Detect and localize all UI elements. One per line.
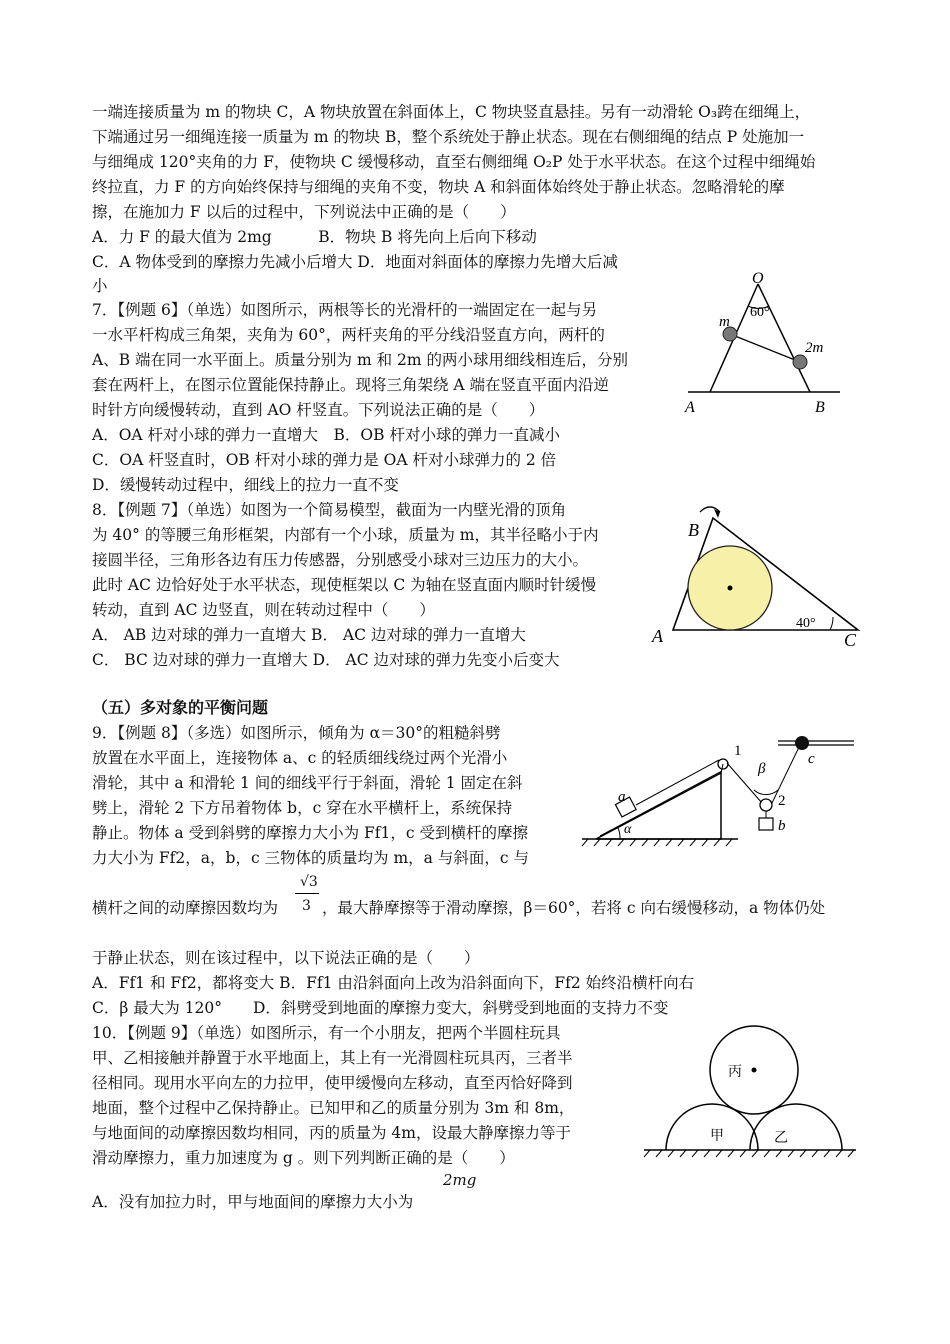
q8-label-C: C <box>844 630 857 650</box>
q10-fraction-numerator: 2mg <box>443 1171 477 1189</box>
section-5-title: （五）多对象的平衡问题 <box>92 698 269 717</box>
q9-label-beta: β <box>758 761 766 777</box>
q10-label-yi: 乙 <box>774 1131 788 1146</box>
q8-label-angle: 40° <box>796 616 816 631</box>
q7-label-O: O <box>752 270 764 287</box>
q10-line-2: 甲、乙相接触并静置于水平地面上，其上有一光滑圆柱玩具丙，三者半 <box>92 1049 573 1067</box>
q9-line-4: 劈上，滑轮 2 下方吊着物体 b，c 穿在水平横杆上，系统保持 <box>92 799 513 817</box>
q9-line-2: 放置在水平面上，连接物体 a、c 的轻质细线绕过两个光滑小 <box>92 749 508 767</box>
q8-line-3: 接圆半径，三角形各边有压力传感器，分别感受小球对三边压力的大小。 <box>92 551 589 569</box>
intro-line-3: 与细绳成 120°夹角的力 F，使物块 C 缓慢移动，直至右侧细绳 O₂P 处于水平状态。在这个过程中细绳始 <box>92 153 816 171</box>
q9-wedge-pulley-figure <box>578 733 860 853</box>
intro-line-2: 下端通过另一细绳连接一质量为 m 的物块 B，整个系统处于静止状态。现在右侧细绳的结点 P 处施加一 <box>92 128 805 146</box>
intro-line-5: 擦，在施加力 F 以后的过程中，下列说法中正确的是（ ） <box>92 203 516 221</box>
q10-line-6: 滑动摩擦力，重力加速度为 g 。则下列判断正确的是（ ） <box>92 1149 515 1167</box>
q9-label-pulley-2: 2 <box>778 793 786 809</box>
q8-options-ab: A． AB 边对球的弹力一直增大 B． AC 边对球的弹力一直增大 <box>92 626 526 644</box>
q8-line-1: 8．【例题 7】（单选）如图为一个简易模型，截面为一内壁光滑的顶角 <box>92 501 567 519</box>
q9-line-6: 力大小为 Ff2，a，b，c 三物体的质量均为 m，a 与斜面，c 与 <box>92 849 529 867</box>
q7-label-2m: 2m <box>805 340 824 356</box>
q7-options-ab: A．OA 杆对小球的弹力一直增大 B．OB 杆对小球的弹力一直减小 <box>92 426 560 444</box>
intro-line-1: 一端连接质量为 m 的物块 C，A 物块放置在斜面体上，C 物块竖直悬挂。另有一动滑轮 O₃跨在细绳上， <box>92 103 811 121</box>
q9-label-alpha: α <box>624 822 632 837</box>
q10-option-a: A．没有加拉力时，甲与地面间的摩擦力大小为 <box>92 1193 414 1211</box>
q7-triangle-figure <box>670 268 850 420</box>
intro-line-4: 终拉直，力 F 的方向始终保持与细绳的夹角不变，物块 A 和斜面体始终处于静止状态。忽略滑轮的摩 <box>92 178 785 196</box>
q8-line-5: 转动，直到 AC 边竖直，则在转动过程中（ ） <box>92 601 435 619</box>
q9-options-ab: A．Ff1 和 Ff2，都将变大 B．Ff1 由沿斜面向上改为沿斜面向下，Ff2 始终沿横杆向右 <box>92 974 695 992</box>
q8-label-A: A <box>652 626 663 646</box>
q9-fraction-denominator: 3 <box>302 898 311 914</box>
q8-triangle-frame-figure <box>648 500 866 652</box>
q9-label-a: a <box>618 789 626 805</box>
q7-line-3: A、B 端在同一水平面上。质量分别为 m 和 2m 的两小球用细线相连后，分别 <box>92 351 628 369</box>
q10-line-1: 10．【例题 9】（单选）如图所示，有一个小朋友，把两个半圆柱玩具 <box>92 1024 561 1042</box>
q8-label-B: B <box>688 520 699 540</box>
q7-line-2: 一水平杆构成三角架，夹角为 60°，两杆夹角的平分线沿竖直方向，两杆的 <box>92 326 605 344</box>
q7-line-5: 时针方向缓慢转动，直到 AO 杆竖直。下列说法正确的是（ ） <box>92 401 545 419</box>
q10-cylinders-figure <box>640 1022 860 1164</box>
q7-label-A: A <box>685 399 695 416</box>
intro-options-ab: A．力 F 的最大值为 2mg B．物块 B 将先向上后向下移动 <box>92 228 537 246</box>
q7-option-c: C．OA 杆竖直时，OB 杆对小球的弹力是 OA 杆对小球弹力的 2 倍 <box>92 451 557 469</box>
q9-line-3: 滑轮，其中 a 和滑轮 1 间的细线平行于斜面，滑轮 1 固定在斜 <box>92 774 523 792</box>
q8-line-4: 此时 AC 边恰好处于水平状态，现使框架以 C 为轴在竖直面内顺时针缓慢 <box>92 576 597 594</box>
q10-label-bing: 丙 <box>728 1065 742 1080</box>
q8-line-2: 为 40° 的等腰三角形框架，内部有一个小球，质量为 m，其半径略小于内 <box>92 526 599 544</box>
q7-label-angle: 60° <box>750 305 770 320</box>
q10-line-5: 与地面间的动摩擦因数均相同，丙的质量为 4m，设最大静摩擦力等于 <box>92 1124 571 1142</box>
q7-label-m: m <box>719 314 730 330</box>
q9-line-5: 静止。物体 a 受到斜劈的摩擦力大小为 Ff1，c 受到横杆的摩擦 <box>92 824 528 842</box>
q7-label-B: B <box>815 399 825 416</box>
q9-options-cd: C．β 最大为 120° D．斜劈受到地面的摩擦力变大，斜劈受到地面的支持力不变 <box>92 999 669 1017</box>
q10-line-4: 地面，整个过程中乙保持静止。已知甲和乙的质量分别为 3m 和 8m， <box>92 1099 575 1117</box>
q7-line-4: 套在两杆上，在图示位置能保持静止。现将三角架绕 A 端在竖直平面内沿逆 <box>92 376 610 394</box>
q9-line-1: 9．【例题 8】（多选）如图所示，倾角为 α＝30°的粗糙斜劈 <box>92 724 501 742</box>
q10-line-3: 径相同。现用水平向左的力拉甲，使甲缓慢向左移动，直至丙恰好降到 <box>92 1074 573 1092</box>
intro-options-cd: C．A 物体受到的摩擦力先减小后增大 D．地面对斜面体的摩擦力先增大后减 <box>92 253 618 271</box>
q9-fraction-bar <box>295 893 319 894</box>
q8-options-cd: C． BC 边对球的弹力一直增大 D． AC 边对球的弹力先变小后变大 <box>92 651 560 669</box>
q7-option-d: D．缓慢转动过程中，细线上的拉力一直不变 <box>92 476 399 494</box>
q9-label-pulley-1: 1 <box>734 743 742 759</box>
q9-line-7a: 横杆之间的动摩擦因数均为 <box>92 899 279 917</box>
q10-label-jia: 甲 <box>710 1129 724 1144</box>
q9-line-7b: ，最大静摩擦等于滑动摩擦，β＝60°，若将 c 向右缓慢移动，a 物体仍处 <box>322 899 826 917</box>
q9-label-c: c <box>808 751 815 767</box>
q9-line-8: 于静止状态，则在该过程中，以下说法正确的是（ ） <box>92 949 480 967</box>
intro-options-cd-wrap: 小 <box>92 277 108 295</box>
q9-fraction-numerator: √3 <box>300 874 318 890</box>
q9-label-b: b <box>778 818 786 834</box>
q7-line-1: 7．【例题 6】（单选）如图所示，两根等长的光滑杆的一端固定在一起与另 <box>92 301 598 319</box>
